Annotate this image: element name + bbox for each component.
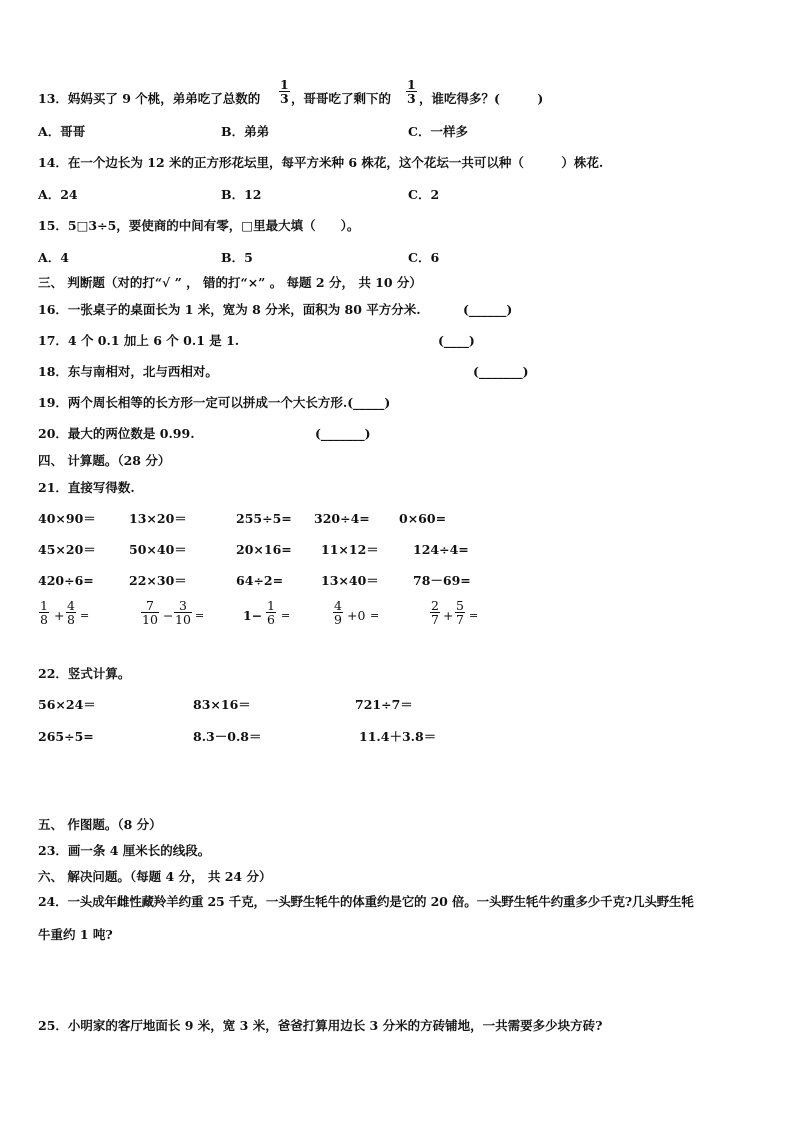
operator: 1− — [243, 608, 263, 623]
fraction-denominator: 7 — [431, 612, 439, 627]
fraction — [333, 599, 343, 626]
calc-item: 0×60= — [399, 511, 447, 526]
equals-sign: = — [281, 609, 291, 622]
q24-line-2: 牛重约 1 吨? — [38, 927, 113, 942]
q13-option-a: A．哥哥 — [38, 124, 86, 139]
fraction — [455, 599, 465, 626]
q24-line-1: 24．一头成年雌性藏羚羊约重 25 千克，一头野生牦牛的体重约是它的 20 倍。一头野生牦牛约重多少千克?几头野生牦 — [38, 894, 694, 909]
q14-option-c: C．2 — [408, 187, 440, 202]
vert-calc-item: 83×16＝ — [193, 697, 251, 712]
q13-option-c: C．一样多 — [408, 124, 468, 139]
vert-calc-item: 8.3－0.8＝ — [193, 729, 262, 744]
operator: + — [443, 608, 454, 623]
fraction — [66, 599, 76, 626]
q13-pre: 13．妈妈买了 9 个桃，弟弟吃了总数的 — [38, 91, 261, 106]
q14-option-a: A．24 — [38, 187, 78, 202]
calc-item: 78－69= — [413, 573, 471, 588]
q13-fraction-2 — [406, 78, 417, 105]
q15-option-a: A．4 — [38, 250, 69, 265]
fraction-denominator: 3 — [280, 91, 289, 106]
fraction-numerator: 1 — [267, 598, 275, 613]
calc-item: 45×20＝ — [38, 542, 96, 557]
calc-item: 255÷5= — [236, 511, 292, 526]
section-3-heading: 三、 判断题（对的打“√ ” ， 错的打“×” 。 每题 2 分， 共 10 分） — [38, 275, 422, 290]
q20-text: 20．最大的两位数是 0.99. — [38, 426, 195, 441]
operator: +0 — [347, 608, 366, 623]
fraction-denominator: 6 — [267, 612, 275, 627]
fraction-numerator: 4 — [67, 598, 75, 613]
calc-item: 40×90＝ — [38, 511, 96, 526]
section-6-heading: 六、 解决问题。（每题 4 分， 共 24 分） — [38, 869, 272, 884]
vert-calc-item: 11.4＋3.8＝ — [359, 729, 437, 744]
fraction-denominator: 8 — [40, 612, 48, 627]
calc-item: 420÷6= — [38, 573, 94, 588]
q22-text: 22．竖式计算。 — [38, 666, 131, 681]
q23-text: 23．画一条 4 厘米长的线段。 — [38, 843, 211, 858]
fraction — [430, 599, 440, 626]
q19-text: 19．两个周长相等的长方形一定可以拼成一个大长方形.(_____) — [38, 395, 391, 410]
calc-item: 320÷4= — [314, 511, 370, 526]
fraction-denominator: 3 — [407, 91, 416, 106]
section-5-heading: 五、 作图题。（8 分） — [38, 817, 162, 832]
fraction-numerator: 1 — [407, 77, 416, 92]
calc-item: 20×16= — [236, 542, 292, 557]
q21-text: 21．直接写得数. — [38, 480, 135, 495]
calc-item: 22×30＝ — [129, 573, 187, 588]
section-4-heading: 四、 计算题。（28 分） — [38, 453, 171, 468]
calc-item: 13×20＝ — [129, 511, 187, 526]
fraction-numerator: 4 — [334, 598, 342, 613]
q13-post: ，谁吃得多？( ) — [419, 91, 544, 106]
q18-text: 18．东与南相对，北与西相对。 — [38, 364, 218, 379]
q15-text: 15．5□3÷5，要使商的中间有零，□里最大填（ ）。 — [38, 218, 360, 233]
fraction — [39, 599, 49, 626]
q25-text: 25．小明家的客厅地面长 9 米，宽 3 米，爸爸打算用边长 3 分米的方砖铺地，一共需要多少块方砖? — [38, 1018, 603, 1033]
calc-item: 13×40＝ — [321, 573, 379, 588]
q14-text: 14．在一个边长为 12 米的正方形花坛里，每平方米种 6 株花，这个花坛一共可以种（ ）株花. — [38, 155, 604, 170]
fraction-numerator: 7 — [145, 598, 154, 613]
equals-sign: = — [469, 609, 479, 622]
calc-item: 11×12＝ — [321, 542, 379, 557]
vert-calc-item: 721÷7＝ — [355, 697, 413, 712]
q17-text: 17．4 个 0.1 加上 6 个 0.1 是 1. — [38, 333, 240, 348]
operator: − — [163, 608, 174, 623]
q13-option-b: B．弟弟 — [221, 124, 270, 139]
calc-item: 64÷2= — [236, 573, 284, 588]
q13-mid: ，哥哥吃了剩下的 — [291, 91, 392, 106]
fraction-numerator: 3 — [178, 598, 187, 613]
fraction-denominator: 10 — [142, 612, 158, 627]
q18-blank: (_______) — [473, 364, 529, 379]
fraction — [174, 599, 192, 626]
fraction-numerator: 2 — [431, 598, 439, 613]
fraction-denominator: 10 — [175, 612, 191, 627]
vert-calc-item: 56×24＝ — [38, 697, 96, 712]
q16-blank: (______) — [463, 302, 513, 317]
q20-blank: (_______) — [315, 426, 371, 441]
q13-fraction-1 — [279, 78, 290, 105]
fraction-numerator: 1 — [40, 598, 48, 613]
fraction-denominator: 8 — [67, 612, 75, 627]
q16-text: 16．一张桌子的桌面长为 1 米，宽为 8 分米，面积为 80 平方分米. — [38, 302, 421, 317]
q14-option-b: B．12 — [221, 187, 262, 202]
equals-sign: = — [370, 609, 380, 622]
operator: + — [54, 608, 65, 623]
fraction — [141, 599, 159, 626]
fraction-denominator: 7 — [456, 612, 464, 627]
calc-item: 124÷4= — [413, 542, 469, 557]
fraction-numerator: 1 — [280, 77, 289, 92]
q15-option-b: B．5 — [221, 250, 253, 265]
q15-option-c: C．6 — [408, 250, 440, 265]
vert-calc-item: 265÷5= — [38, 729, 94, 744]
calc-item: 50×40＝ — [129, 542, 187, 557]
fraction-denominator: 9 — [334, 612, 342, 627]
equals-sign: = — [80, 609, 90, 622]
equals-sign: = — [195, 609, 205, 622]
fraction — [266, 599, 276, 626]
fraction-numerator: 5 — [456, 598, 464, 613]
q17-blank: (____) — [438, 333, 475, 348]
